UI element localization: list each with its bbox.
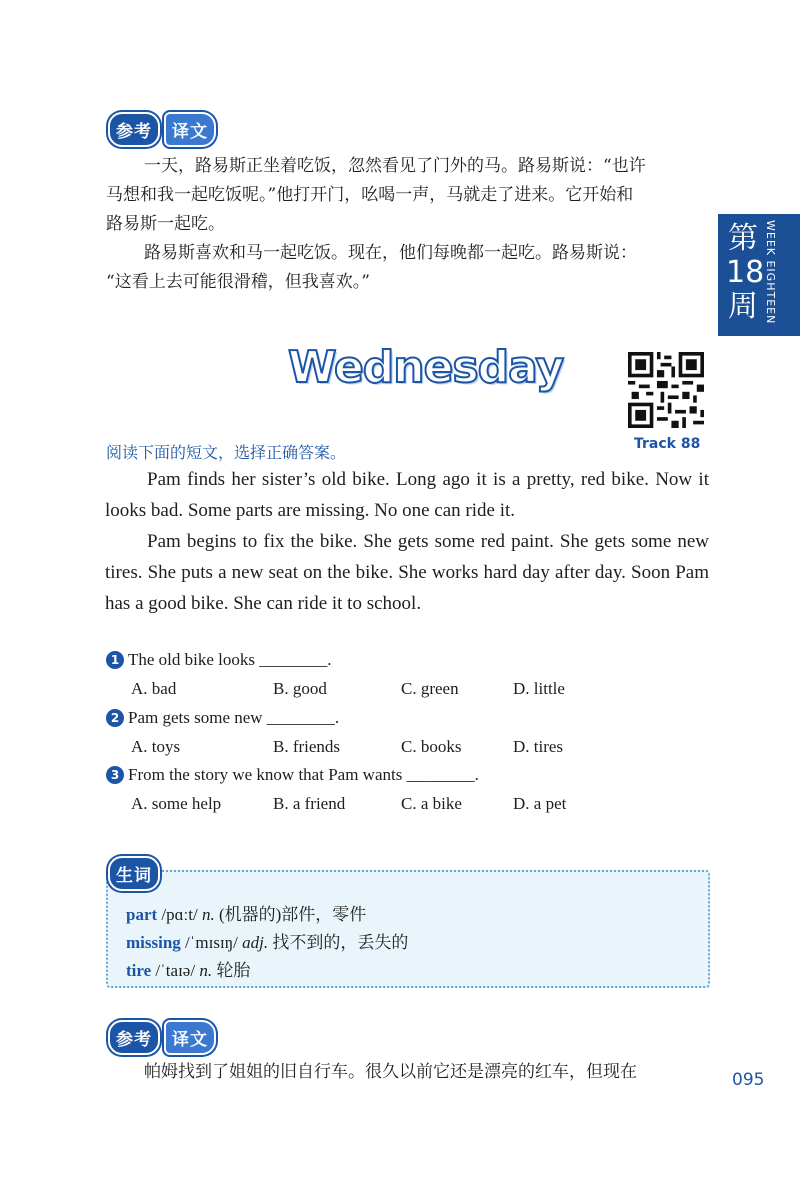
question-text: Pam gets some new ________.: [128, 708, 340, 727]
vocab-meaning: 轮胎: [216, 961, 251, 980]
badge-word-1: 参考: [108, 1020, 160, 1055]
week-number: 第18周: [726, 221, 765, 324]
vocab-pos: n.: [199, 961, 213, 980]
option[interactable]: A. toys: [131, 737, 181, 756]
translation-badge: [108, 1020, 216, 1055]
option[interactable]: C. books: [401, 737, 462, 756]
passage-paragraph: Pam begins to fix the bike. She gets some red paint. She gets some new tires. She puts a new seat on the bike. She works hard day after day. Soon Pam has a good bike. She can ride it to school.: [105, 531, 709, 614]
page-number: 095: [732, 1070, 765, 1090]
vocab-badge-word: 生词: [108, 856, 160, 891]
track-label: Track 88: [634, 436, 701, 452]
day-title: Wednesday: [288, 342, 564, 393]
vocab-badge: [108, 856, 160, 891]
vocab-meaning: 找不到的，丢失的: [272, 933, 409, 952]
translation-line: 路易斯喜欢和马一起吃饭。现在，他们每晚都一起吃。路易斯说：: [144, 243, 637, 263]
translation-badge: [108, 112, 216, 147]
vocabulary-box: [106, 870, 710, 988]
vocab-item: [126, 956, 250, 981]
vocab-item: [126, 900, 366, 925]
option[interactable]: A. bad: [131, 679, 177, 698]
option[interactable]: C. a bike: [401, 794, 462, 813]
option[interactable]: D. little: [513, 679, 565, 698]
qr-code-icon[interactable]: [628, 352, 704, 428]
badge-word-1: 参考: [108, 112, 160, 147]
vocab-word: missing: [126, 933, 181, 952]
vocab-item: [126, 928, 408, 953]
option[interactable]: C. green: [401, 679, 459, 698]
question: [106, 650, 332, 670]
option[interactable]: A. some help: [131, 794, 222, 813]
question-number: 2: [106, 709, 124, 727]
translation-line: 一天，路易斯正坐着吃饭，忽然看见了门外的马。路易斯说：“也许: [144, 156, 646, 176]
instruction: 阅读下面的短文，选择正确答案。: [106, 443, 347, 462]
vocab-phonetic: /pɑːt/: [161, 905, 198, 924]
vocab-pos: adj.: [242, 933, 269, 952]
translation-line: “这看上去可能很滑稽，但我喜欢。”: [106, 272, 370, 292]
vocab-word: tire: [126, 961, 152, 980]
option[interactable]: B. friends: [273, 737, 341, 756]
week-tab: [718, 214, 800, 336]
option[interactable]: D. a pet: [513, 794, 567, 813]
translation-line: 路易斯一起吃。: [106, 214, 225, 234]
question: [106, 708, 339, 728]
translation-line: 帕姆找到了姐姐的旧自行车。很久以前它还是漂亮的红车，但现在: [144, 1062, 637, 1082]
badge-word-2: 译文: [164, 112, 216, 147]
translation-line: 马想和我一起吃饭呢。”他打开门，吆喝一声，马就走了进来。它开始和: [106, 185, 634, 205]
option[interactable]: B. good: [273, 679, 327, 698]
vocab-meaning: (机器的)部件，零件: [218, 905, 367, 924]
question-number: 1: [106, 651, 124, 669]
passage-paragraph: Pam finds her sister’s old bike. Long ago it is a pretty, red bike. Now it looks bad. Some parts are missing. No one can ride it.: [105, 469, 709, 521]
vocab-word: part: [126, 905, 158, 924]
question-text: From the story we know that Pam wants ________.: [128, 765, 479, 784]
option[interactable]: B. a friend: [273, 794, 346, 813]
question-text: The old bike looks ________.: [128, 650, 332, 669]
week-english: WEEK EIGHTEEN: [764, 220, 777, 325]
vocab-phonetic: /ˈmɪsɪŋ/: [185, 933, 238, 952]
option[interactable]: D. tires: [513, 737, 564, 756]
question-number: 3: [106, 766, 124, 784]
badge-word-2: 译文: [164, 1020, 216, 1055]
question: [106, 765, 479, 785]
vocab-pos: n.: [201, 905, 215, 924]
vocab-phonetic: /ˈtaɪə/: [155, 961, 196, 980]
